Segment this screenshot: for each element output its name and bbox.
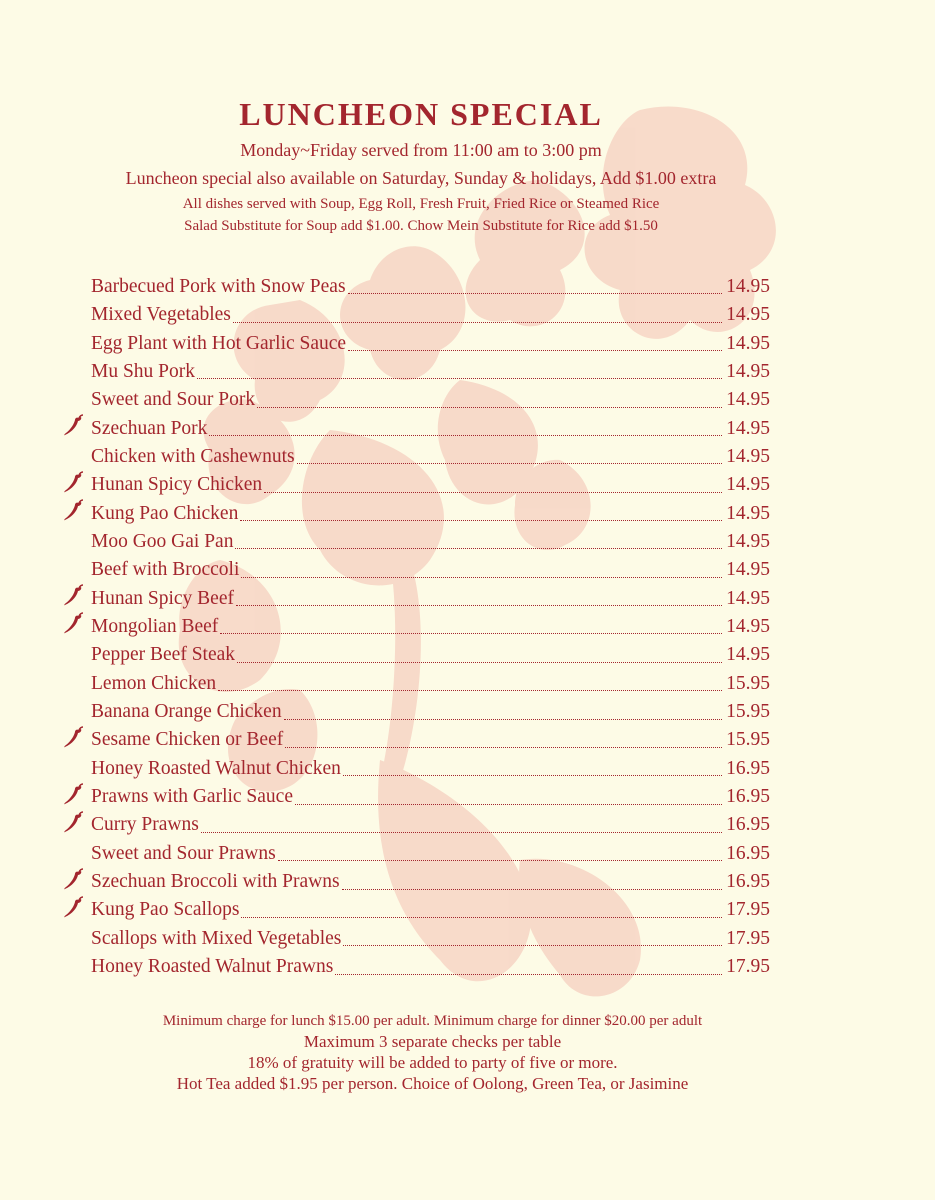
menu-item — [60, 466, 770, 494]
chili-pepper-icon — [62, 896, 84, 920]
menu-item-name: Honey Roasted Walnut Chicken — [91, 757, 341, 779]
chili-pepper-icon — [62, 612, 84, 636]
chili-pepper-icon — [62, 811, 84, 835]
dot-leader — [241, 916, 722, 918]
menu-item — [60, 920, 770, 948]
menu-item — [60, 296, 770, 324]
menu-item-price: 17.95 — [726, 956, 770, 978]
menu-item-name: Sesame Chicken or Beef — [91, 729, 284, 751]
weekend-note: Luncheon special also available on Saturday, Sunday & holidays, Add $1.00 extra — [125, 168, 717, 188]
chili-pepper-icon — [62, 868, 84, 892]
dot-leader — [218, 689, 722, 691]
service-hours: Monday~Friday served from 11:00 am to 3:00 pm — [240, 140, 602, 160]
menu-item — [60, 381, 770, 409]
menu-item — [60, 410, 770, 438]
dot-leader — [236, 604, 722, 606]
menu-item-price: 16.95 — [726, 757, 770, 779]
dot-leader — [348, 349, 722, 351]
dot-leader — [348, 292, 723, 294]
dot-leader — [235, 547, 722, 549]
dot-leader — [201, 831, 722, 833]
menu-item-price: 14.95 — [726, 445, 770, 467]
menu-item — [60, 580, 770, 608]
chili-pepper-icon — [62, 414, 84, 438]
menu-item-name: Pepper Beef Steak — [91, 644, 236, 666]
dot-leader — [284, 718, 723, 720]
menu-item — [60, 835, 770, 863]
dot-leader — [278, 859, 722, 861]
menu-item — [60, 892, 770, 920]
menu-item-price: 14.95 — [726, 587, 770, 609]
menu-item — [60, 268, 770, 296]
menu-item-name: Moo Goo Gai Pan — [91, 530, 234, 552]
menu-item-name: Sweet and Sour Prawns — [91, 842, 276, 864]
menu-item-price: 14.95 — [726, 389, 770, 411]
menu-item — [60, 495, 770, 523]
menu-item-name: Scallops with Mixed Vegetables — [91, 927, 342, 949]
dot-leader — [343, 774, 722, 776]
chili-pepper-icon — [62, 471, 84, 495]
menu-item-name: Mongolian Beef — [91, 615, 219, 637]
dot-leader — [295, 803, 722, 805]
menu-item — [60, 807, 770, 835]
menu-item-name: Mu Shu Pork — [91, 360, 196, 382]
menu-item — [60, 693, 770, 721]
minimum-charge-note: Minimum charge for lunch $15.00 per adult. Minimum charge for dinner $20.00 per adult — [162, 1013, 703, 1029]
dot-leader — [264, 491, 722, 493]
menu-item — [60, 608, 770, 636]
dot-leader — [220, 632, 722, 634]
menu-item-name: Banana Orange Chicken — [91, 701, 282, 722]
menu-item-name: Hunan Spicy Beef — [91, 587, 234, 609]
menu-item-name: Prawns with Garlic Sauce — [91, 786, 293, 808]
menu-item-price: 15.95 — [726, 701, 770, 722]
menu-title: LUNCHEON SPECIAL — [239, 96, 603, 132]
dot-leader — [257, 406, 722, 408]
gratuity-note: 18% of gratuity will be added to party of five or more. — [247, 1053, 618, 1072]
menu-item-price: 17.95 — [726, 927, 770, 949]
menu-item — [60, 722, 770, 750]
menu-item — [60, 438, 770, 466]
menu-item-price: 14.95 — [726, 644, 770, 666]
menu-item-name: Lemon Chicken — [91, 672, 217, 694]
menu-item-price: 16.95 — [726, 786, 770, 808]
menu-item-price: 16.95 — [726, 871, 770, 893]
chili-pepper-icon — [62, 499, 84, 523]
substitutes-note: Salad Substitute for Soup add $1.00. Chow Mein Substitute for Rice add $1.50 — [184, 218, 658, 234]
menu-item — [60, 948, 770, 976]
menu-item-name: Kung Pao Chicken — [91, 502, 239, 524]
menu-item-price: 14.95 — [726, 417, 770, 439]
menu-item-price: 14.95 — [726, 502, 770, 524]
menu-item-name: Egg Plant with Hot Garlic Sauce — [91, 332, 347, 354]
dot-leader — [241, 576, 722, 578]
menu-list — [60, 268, 770, 977]
menu-item-price: 16.95 — [726, 814, 770, 836]
tea-note: Hot Tea added $1.95 per person. Choice of Oolong, Green Tea, or Jasimine — [176, 1074, 689, 1093]
menu-item — [60, 551, 770, 579]
menu-item — [60, 636, 770, 664]
dot-leader — [197, 377, 722, 379]
menu-item-name: Curry Prawns — [91, 814, 199, 836]
includes-note: All dishes served with Soup, Egg Roll, Fresh Fruit, Fried Rice or Steamed Rice — [182, 196, 660, 212]
menu-item-price: 14.95 — [726, 615, 770, 637]
chili-pepper-icon — [62, 783, 84, 807]
menu-item-price: 15.95 — [726, 672, 770, 694]
menu-item-price: 14.95 — [726, 360, 770, 382]
menu-item — [60, 665, 770, 693]
menu-item-price: 14.95 — [726, 559, 770, 581]
footer-notes — [0, 1012, 865, 1094]
dot-leader — [237, 661, 722, 663]
menu-item — [60, 778, 770, 806]
menu-item-price: 14.95 — [726, 474, 770, 496]
menu-item-name: Barbecued Pork with Snow Peas — [91, 275, 346, 297]
chili-pepper-icon — [62, 584, 84, 608]
dot-leader — [240, 519, 722, 521]
checks-note: Maximum 3 separate checks per table — [303, 1032, 562, 1051]
dot-leader — [343, 944, 722, 946]
menu-item-price: 14.95 — [726, 275, 770, 297]
dot-leader — [285, 746, 722, 748]
menu-item — [60, 325, 770, 353]
dot-leader — [233, 321, 722, 323]
menu-item-price: 14.95 — [726, 332, 770, 354]
menu-item-name: Kung Pao Scallops — [91, 899, 240, 921]
menu-item-price: 16.95 — [726, 842, 770, 864]
dot-leader — [209, 434, 722, 436]
menu-item-name: Sweet and Sour Pork — [91, 389, 256, 411]
menu-item-price: 14.95 — [726, 530, 770, 552]
dot-leader — [297, 462, 722, 464]
menu-item-name: Beef with Broccoli — [91, 559, 240, 581]
dot-leader — [342, 888, 723, 890]
menu-item-name: Szechuan Pork — [91, 417, 208, 439]
menu-item-price: 14.95 — [726, 304, 770, 326]
menu-item-name: Chicken with Cashewnuts — [91, 445, 295, 467]
menu-item — [60, 750, 770, 778]
menu-item-name: Szechuan Broccoli with Prawns — [91, 871, 340, 893]
menu-item-name: Honey Roasted Walnut Prawns — [91, 956, 334, 978]
menu-item — [60, 523, 770, 551]
menu-item-name: Hunan Spicy Chicken — [91, 474, 263, 496]
menu-item-price: 17.95 — [726, 899, 770, 921]
chili-pepper-icon — [62, 726, 84, 750]
menu-item — [60, 863, 770, 891]
menu-item-name: Mixed Vegetables — [91, 304, 231, 326]
dot-leader — [335, 973, 722, 975]
menu-item-price: 15.95 — [726, 729, 770, 751]
menu-item — [60, 353, 770, 381]
